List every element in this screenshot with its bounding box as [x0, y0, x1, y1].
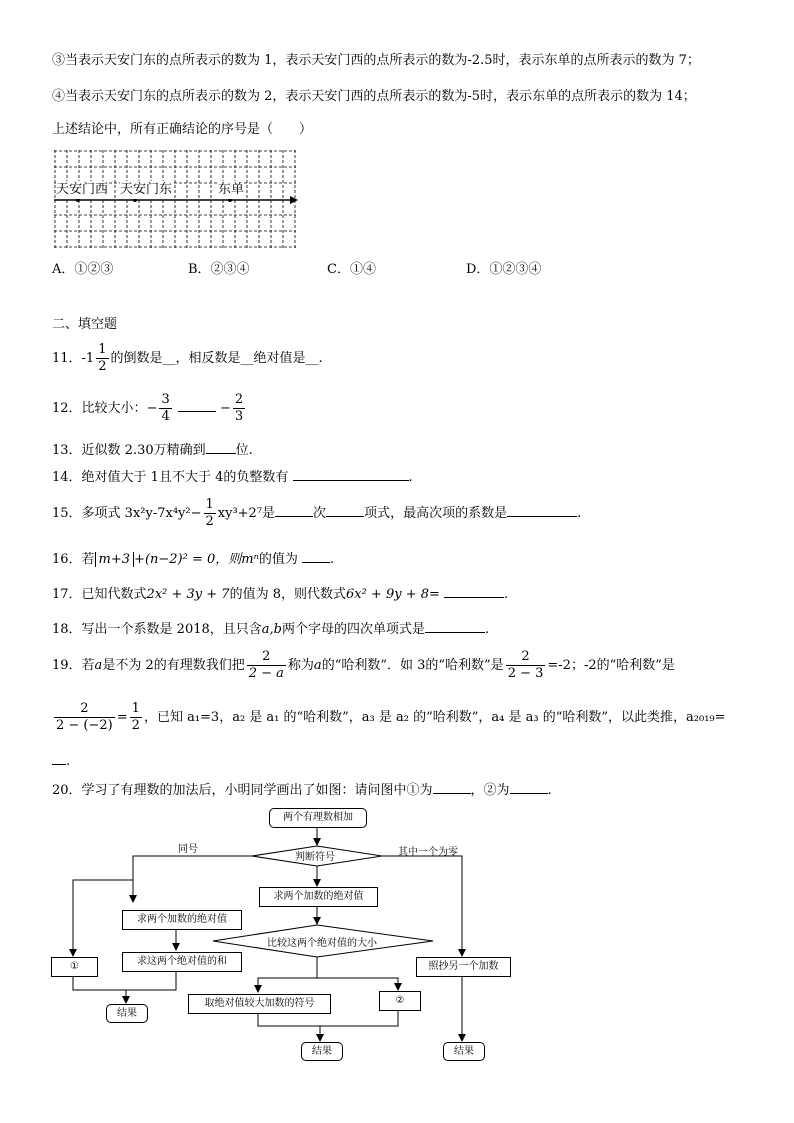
flow-sum: 求这两个绝对值的和 — [122, 952, 242, 972]
flow-abs-value: 求两个加数的绝对值 — [259, 887, 378, 907]
label-dongdan: 东单 — [218, 182, 245, 197]
question-12: 12．比较大小：− $\frac{3}{4}$ − $\frac{2}{3}$ — [52, 392, 244, 424]
q12-fraction-b: $\frac{2}{3}$ — [234, 392, 244, 424]
q11-text: 的倒数是__，相反数是__绝对值是__. — [110, 351, 323, 366]
q14-blank[interactable] — [293, 468, 409, 481]
statement-3: ③当表示天安门东的点所表示的数为 1，表示天安门西的点所表示的数为-2.5时，表示东单的点所表示的数为 7； — [52, 53, 700, 68]
flow-same-sign-label: 同号 — [178, 844, 198, 855]
option-c: C．①④ — [327, 262, 376, 277]
flow-result-right: 结果 — [443, 1042, 485, 1061]
q20-blank-2[interactable] — [510, 781, 548, 794]
flow-copy: 照抄另一个加数 — [416, 957, 511, 977]
q17-blank[interactable] — [444, 585, 504, 598]
section-heading: 二、填空题 — [52, 317, 118, 332]
question-18: 18．写出一个系数是 2018，且只含a,b两个字母的四次单项式是 . — [52, 622, 490, 637]
q16-blank[interactable] — [302, 550, 330, 563]
question-14: 14．绝对值大于 1且不大于 4的负整数有 . — [52, 470, 413, 485]
question-13: 13．近似数 2.30万精确到 位. — [52, 443, 253, 458]
option-d: D．①②③④ — [466, 262, 542, 277]
flow-result-left: 结果 — [106, 1004, 148, 1023]
flowchart-connectors — [0, 800, 794, 1070]
question-16: 16．若 m+3 +(n−2)² = 0，则mⁿ的值为 . — [52, 552, 335, 567]
question-19-end: . — [52, 752, 70, 771]
option-a: A．①②③ — [52, 262, 114, 277]
flow-blank-2: ② — [379, 991, 421, 1011]
question-ask: 上述结论中，所有正确结论的序号是（ ） — [52, 122, 313, 137]
q15-blank-3[interactable] — [507, 504, 577, 517]
question-11 — [52, 340, 323, 378]
label-tiananmen-west: 天安门西 — [56, 182, 109, 197]
number-line-figure — [54, 150, 300, 250]
q13-blank[interactable] — [206, 441, 236, 454]
q15-blank-1[interactable] — [275, 504, 313, 517]
q12-fraction-a: $\frac{3}{4}$ — [161, 392, 170, 424]
q11-fraction: $\frac{1}{2}$ — [98, 342, 107, 374]
q20-blank-1[interactable] — [433, 781, 471, 794]
question-15: 15．多项式 3x²y-7x⁴y²− $\frac{1}{2}$ xy³+2⁷是 次 项式，最高次项的系数是 . — [52, 497, 582, 529]
flow-blank-1: ① — [51, 957, 98, 977]
flow-sign: 取绝对值较大加数的符号 — [188, 994, 331, 1014]
flow-judge: 判断符号 — [295, 852, 335, 863]
flow-left-abs: 求两个加数的绝对值 — [122, 910, 242, 930]
q12-blank[interactable] — [178, 399, 216, 412]
q18-blank[interactable] — [425, 620, 485, 633]
statement-4: ④当表示天安门东的点所表示的数为 2，表示天安门西的点所表示的数为-5时，表示东单的点所表示的数为 14； — [52, 89, 696, 104]
flow-zero-label: 其中一个为零 — [398, 847, 458, 858]
question-20: 20．学习了有理数的加法后，小明同学画出了如图：请问图中①为 ，②为 . — [52, 783, 552, 798]
q19-blank[interactable] — [52, 752, 66, 765]
flow-result-middle: 结果 — [301, 1042, 343, 1061]
q11-number: 11．-1 — [52, 351, 95, 366]
option-b: B．②③④ — [188, 262, 250, 277]
question-17: 17．已知代数式2x² + 3y + 7的值为 8，则代数式6x² + 9y + 8= . — [52, 587, 509, 602]
flow-start: 两个有理数相加 — [269, 808, 367, 828]
flow-compare: 比较这两个绝对值的大小 — [267, 938, 377, 949]
q12-text: 12．比较大小： — [52, 401, 147, 416]
question-19: 19．若a是不为 2的有理数我们把 $\frac{2}{2 - a}$ 称为a的“哈利数”．如 3的“哈利数”是 $\frac{2}{2 - 3}$ =-2；-2的“哈利数”是 — [52, 649, 675, 681]
label-tiananmen-east: 天安门东 — [120, 182, 173, 197]
question-19-cont: $\frac{2}{2 - (-2)}$ = $\frac{1}{2}$ ，已知 a₁=3，a₂ 是 a₁ 的“哈利数”，a₃ 是 a₂ 的“哈利数”，a₄ 是 a₃ 的“哈利数”，以此类推，a₂₀₁₉= — [56, 701, 726, 733]
q15-blank-2[interactable] — [326, 504, 364, 517]
